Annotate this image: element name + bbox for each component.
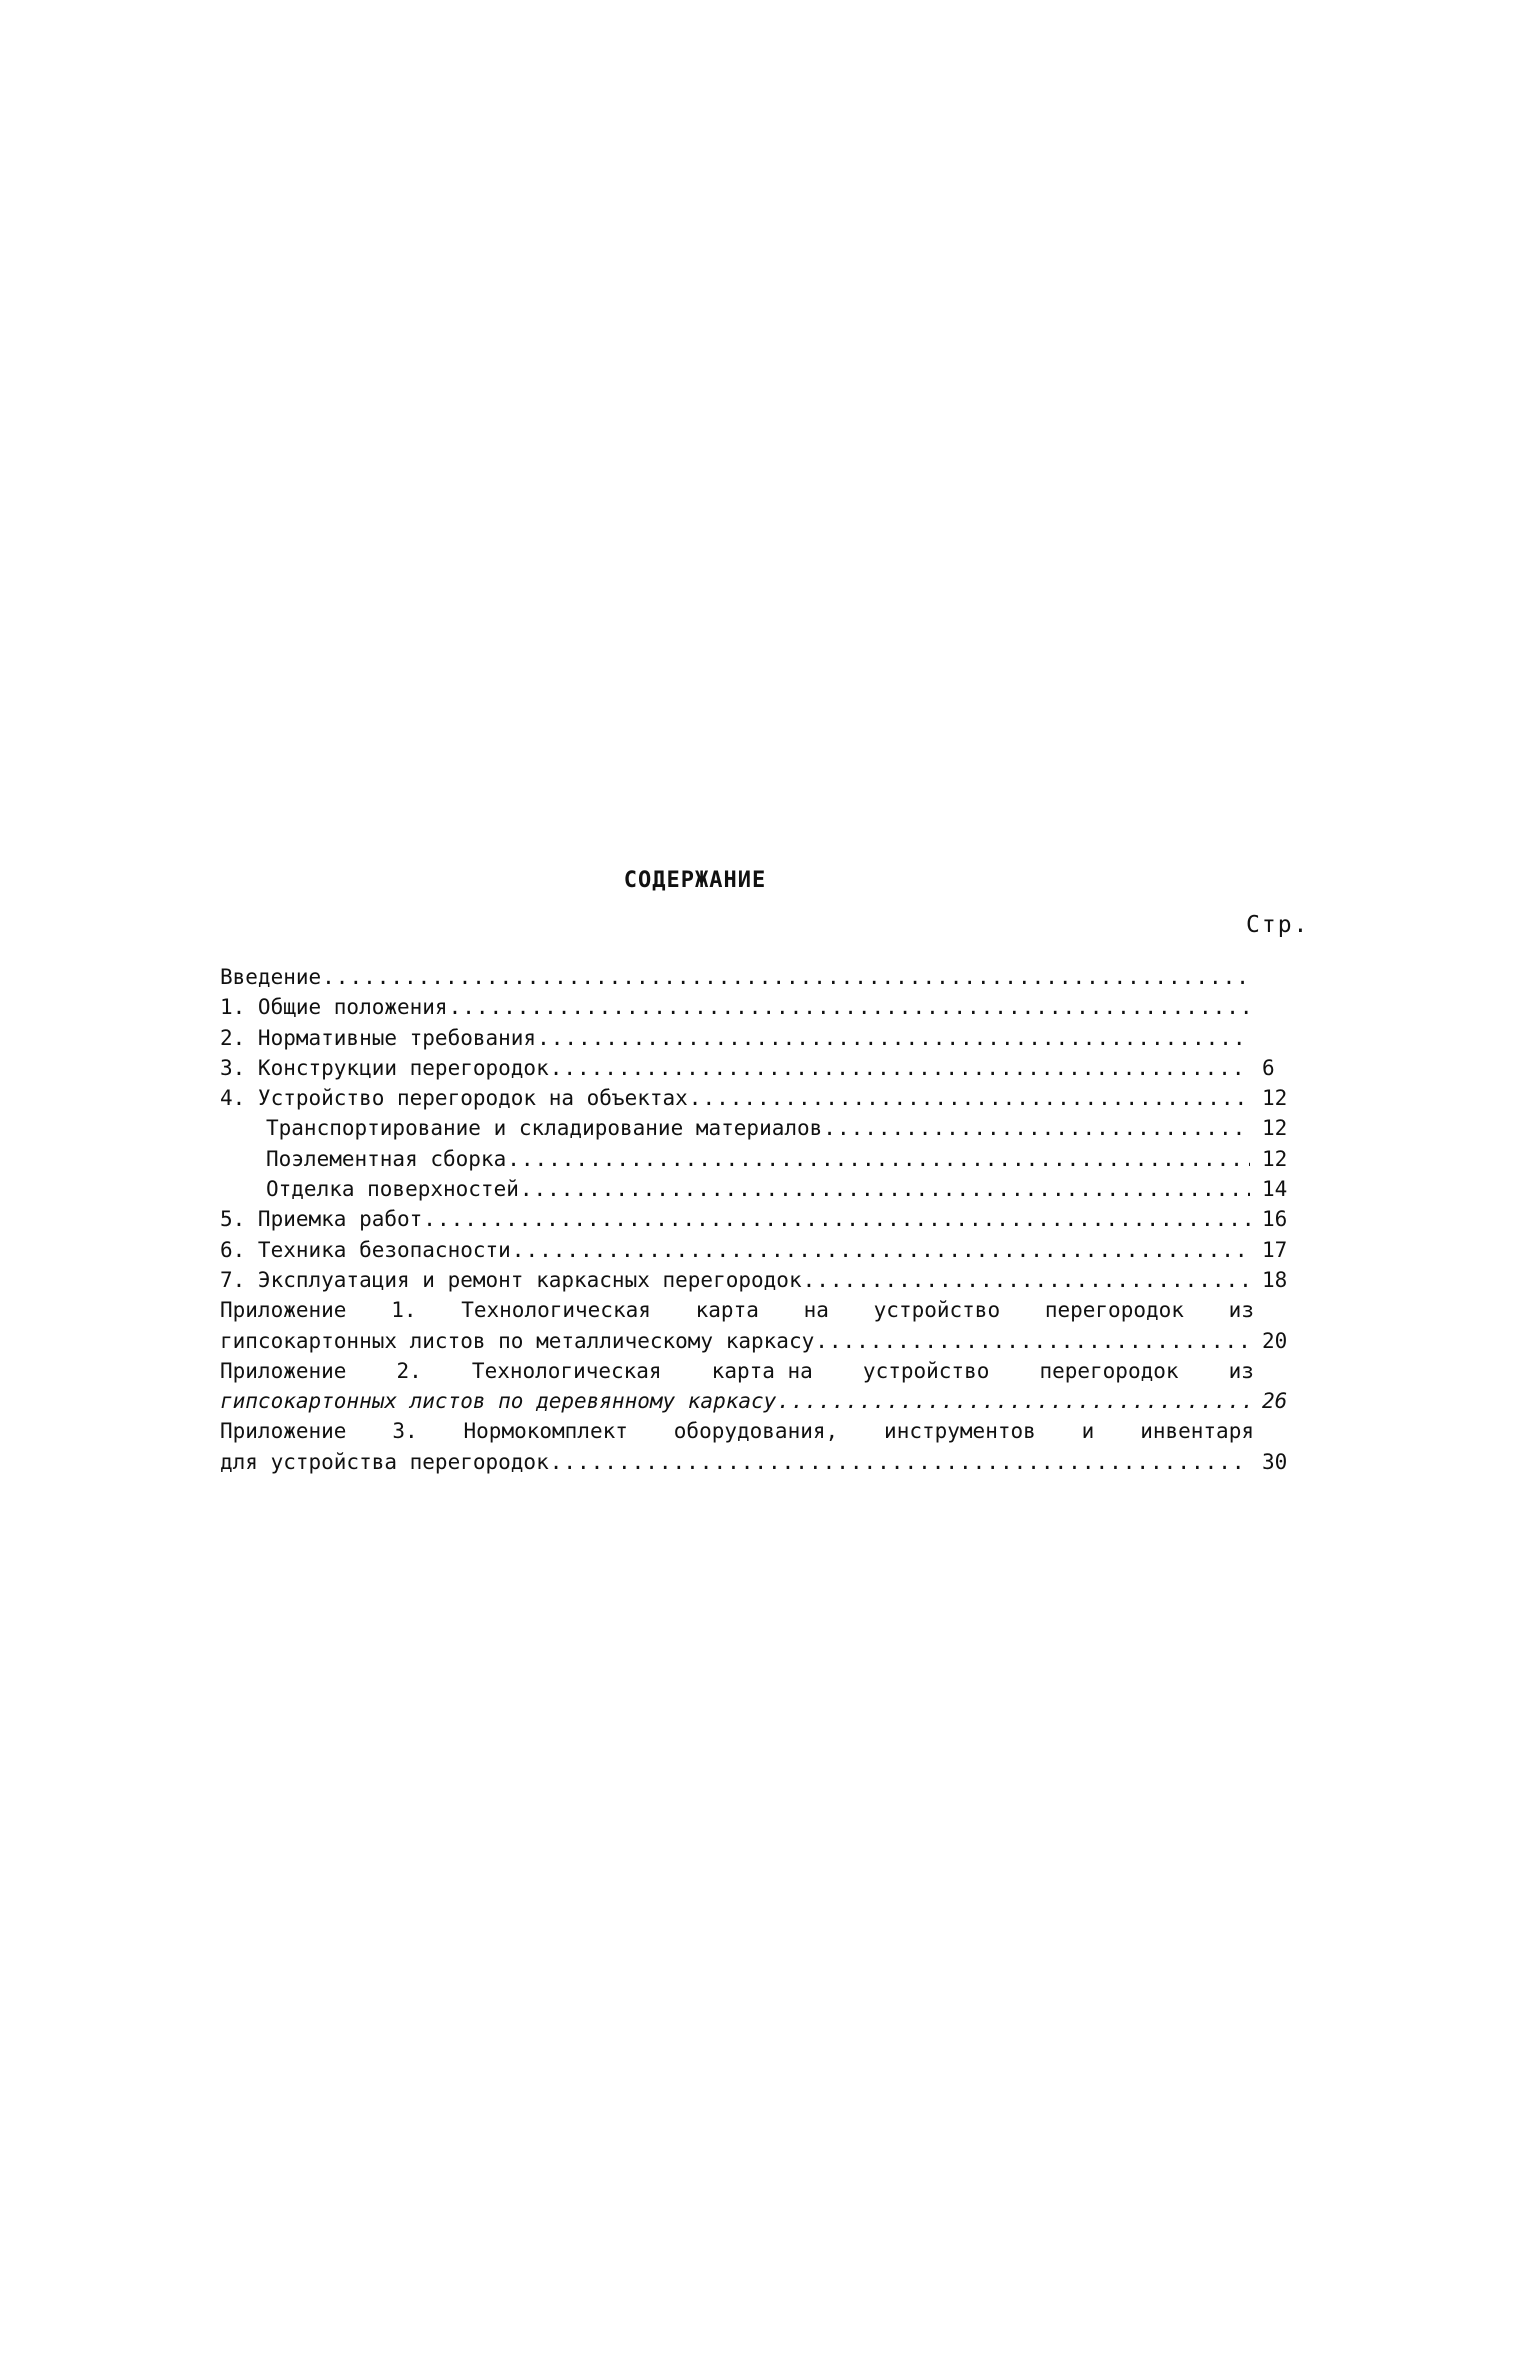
toc-entry-page: 6 bbox=[1262, 1055, 1275, 1080]
appendix-word: Нормокомплект bbox=[463, 1419, 628, 1444]
appendix-entry-line1 bbox=[220, 1416, 1310, 1446]
toc-entry-label: Отделка поверхностей bbox=[266, 1177, 519, 1202]
toc-entry bbox=[220, 1265, 1310, 1295]
appendix-word: инвентаря bbox=[1140, 1419, 1254, 1444]
toc-entry bbox=[220, 992, 1310, 1022]
appendix-word: карта на bbox=[711, 1358, 813, 1383]
toc-entry-label: Транспортирование и складирование материалов bbox=[266, 1116, 823, 1141]
appendix-word: Приложение bbox=[220, 1298, 347, 1323]
toc-entry-label: 4. Устройство перегородок на объектах bbox=[220, 1086, 688, 1111]
appendix-word: из bbox=[1228, 1358, 1254, 1383]
toc-entry-label: гипсокартонных листов по деревянному каркасу bbox=[220, 1389, 777, 1414]
toc-entry-label: 5. Приемка работ bbox=[220, 1207, 423, 1232]
leader-dots bbox=[823, 1113, 1250, 1143]
leader-dots bbox=[815, 1326, 1250, 1356]
page-column-label: Стр. bbox=[1246, 912, 1310, 938]
appendix-entry-line2 bbox=[220, 1447, 1310, 1477]
appendix-entry-line2 bbox=[220, 1326, 1310, 1356]
toc-entry-label: 3. Конструкции перегородок bbox=[220, 1055, 549, 1080]
appendix-word: инструментов bbox=[884, 1419, 1036, 1444]
toc-subentry bbox=[220, 1113, 1310, 1143]
appendix-word: карта bbox=[695, 1298, 759, 1323]
table-of-contents bbox=[220, 962, 1310, 1477]
toc-entry-label: Введение bbox=[220, 965, 322, 989]
leader-dots bbox=[512, 1235, 1250, 1265]
appendix-word: оборудования, bbox=[673, 1419, 839, 1444]
leader-dots bbox=[803, 1265, 1250, 1295]
appendix-word: перегородок bbox=[1039, 1358, 1179, 1383]
appendix-word: на bbox=[803, 1298, 829, 1323]
toc-subentry bbox=[220, 1144, 1310, 1174]
toc-entry bbox=[220, 1083, 1310, 1113]
toc-entry-page: 12 bbox=[1262, 1086, 1288, 1111]
toc-entry-label: 7. Эксплуатация и ремонт каркасных перегородок bbox=[220, 1267, 802, 1292]
appendix-word: Приложение bbox=[220, 1358, 347, 1383]
page-title: СОДЕРЖАНИЕ bbox=[623, 868, 767, 893]
toc-entry-page: 12 bbox=[1262, 1146, 1288, 1171]
appendix-entry-line1 bbox=[220, 1295, 1310, 1325]
toc-entry-label: 6. Техника безопасности bbox=[220, 1237, 511, 1262]
toc-entry-page: 12 bbox=[1262, 1116, 1288, 1141]
leader-dots bbox=[550, 1447, 1250, 1477]
appendix-word: 2. bbox=[396, 1358, 422, 1383]
toc-entry-page: 14 bbox=[1262, 1177, 1288, 1202]
leader-dots bbox=[689, 1083, 1250, 1113]
appendix-word: и bbox=[1081, 1419, 1095, 1444]
appendix-word: Технологическая bbox=[461, 1298, 651, 1323]
toc-entry-label: для устройства перегородок bbox=[220, 1449, 549, 1474]
toc-entry bbox=[220, 1204, 1310, 1234]
leader-dots bbox=[423, 1204, 1250, 1234]
toc-entry-page: 17 bbox=[1262, 1237, 1288, 1262]
appendix-word: устройство bbox=[873, 1298, 1001, 1323]
leader-dots bbox=[550, 1053, 1250, 1083]
toc-entry-page: 20 bbox=[1262, 1328, 1288, 1353]
toc-entry-label: 2. Нормативные требования bbox=[220, 1025, 537, 1050]
leader-dots bbox=[322, 962, 1250, 992]
leader-dots bbox=[507, 1144, 1250, 1174]
leader-dots bbox=[520, 1174, 1250, 1204]
appendix-word: Технологическая bbox=[471, 1358, 662, 1383]
leader-dots bbox=[777, 1386, 1250, 1416]
toc-entry-page: 26 bbox=[1262, 1389, 1288, 1414]
appendix-word: 3. bbox=[392, 1419, 418, 1444]
leader-dots bbox=[537, 1023, 1250, 1053]
toc-entry bbox=[220, 1053, 1310, 1083]
toc-entry-label: гипсокартонных листов по металлическому каркасу bbox=[220, 1328, 815, 1353]
leader-dots bbox=[449, 992, 1250, 1022]
appendix-word: устройство bbox=[862, 1358, 990, 1383]
appendix-word: 1. bbox=[391, 1298, 417, 1323]
toc-entry-label: 1. Общие положения bbox=[220, 995, 448, 1020]
toc-entry-page: 16 bbox=[1262, 1207, 1288, 1232]
appendix-entry-line1 bbox=[220, 1356, 1310, 1386]
toc-entry bbox=[220, 962, 1310, 992]
toc-entry-page: 18 bbox=[1262, 1267, 1288, 1292]
toc-entry bbox=[220, 1023, 1310, 1053]
toc-entry-label: Поэлементная сборка bbox=[266, 1146, 507, 1171]
toc-entry bbox=[220, 1235, 1310, 1265]
toc-subentry bbox=[220, 1174, 1310, 1204]
appendix-word: из bbox=[1228, 1298, 1254, 1323]
appendix-entry-line2 bbox=[220, 1386, 1310, 1416]
appendix-word: Приложение bbox=[220, 1419, 347, 1444]
toc-entry-page: 30 bbox=[1262, 1449, 1288, 1474]
appendix-word: перегородок bbox=[1044, 1298, 1184, 1323]
